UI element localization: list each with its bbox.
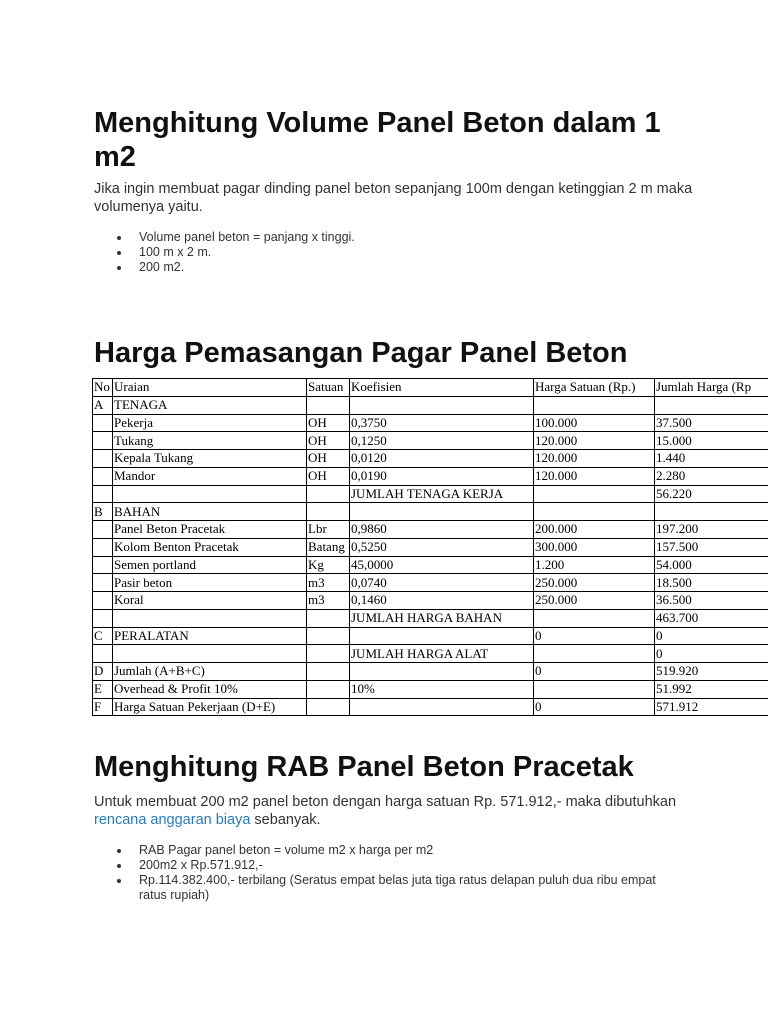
cell-harga-satuan: [534, 645, 655, 663]
cell-uraian: Kepala Tukang: [113, 450, 307, 468]
cell-koefisien: 0,0120: [350, 450, 534, 468]
cell-jumlah-harga: 51.992: [655, 680, 768, 698]
cell-satuan: [307, 485, 350, 503]
cell-uraian: PERALATAN: [113, 627, 307, 645]
section-heading-harga: Harga Pemasangan Pagar Panel Beton: [94, 337, 628, 369]
cell-uraian: Uraian: [113, 379, 307, 397]
cell-harga-satuan: 120.000: [534, 432, 655, 450]
cell-uraian: Panel Beton Pracetak: [113, 521, 307, 539]
cell-koefisien: 0,1250: [350, 432, 534, 450]
cell-satuan: Lbr: [307, 521, 350, 539]
cell-harga-satuan: 250.000: [534, 592, 655, 610]
cell-satuan: [307, 645, 350, 663]
cell-koefisien: [350, 396, 534, 414]
cell-no: E: [93, 680, 113, 698]
cell-uraian: [113, 485, 307, 503]
cell-no: [93, 432, 113, 450]
cell-satuan: m3: [307, 592, 350, 610]
table-row: [93, 521, 768, 539]
cell-uraian: [113, 609, 307, 627]
cell-uraian: Harga Satuan Pekerjaan (D+E): [113, 698, 307, 716]
cell-uraian: BAHAN: [113, 503, 307, 521]
cell-jumlah-harga: 519.920: [655, 663, 768, 681]
table-row: [93, 450, 768, 468]
cell-jumlah-harga: 157.500: [655, 538, 768, 556]
cell-harga-satuan: 100.000: [534, 414, 655, 432]
cell-koefisien: 0,3750: [350, 414, 534, 432]
cell-satuan: [307, 663, 350, 681]
table-row: [93, 556, 768, 574]
rab-link[interactable]: rencana anggaran biaya: [94, 812, 251, 828]
cell-satuan: [307, 680, 350, 698]
cell-harga-satuan: 200.000: [534, 521, 655, 539]
cell-uraian: TENAGA: [113, 396, 307, 414]
volume-paragraph: Jika ingin membuat pagar dinding panel beton sepanjang 100m dengan ketinggian 2 m maka volumenya yaitu.: [94, 181, 693, 215]
cell-koefisien: [350, 503, 534, 521]
cell-satuan: [307, 609, 350, 627]
cell-no: C: [93, 627, 113, 645]
table-row: [93, 645, 768, 663]
cell-jumlah-harga: 18.500: [655, 574, 768, 592]
table-row: [93, 574, 768, 592]
cell-no: A: [93, 396, 113, 414]
cell-harga-satuan: [534, 609, 655, 627]
cell-jumlah-harga: 36.500: [655, 592, 768, 610]
cell-jumlah-harga: 56.220: [655, 485, 768, 503]
cell-uraian: Jumlah (A+B+C): [113, 663, 307, 681]
cell-koefisien: 45,0000: [350, 556, 534, 574]
table-row: [93, 538, 768, 556]
cell-koefisien: [350, 627, 534, 645]
cell-satuan: Batang: [307, 538, 350, 556]
list-item: 200m2 x Rp.571.912,-: [117, 858, 677, 873]
list-item: Rp.114.382.400,- terbilang (Seratus empat belas juta tiga ratus delapan puluh dua ribu empat ratus rupiah): [117, 873, 677, 903]
cell-uraian: Overhead & Profit 10%: [113, 680, 307, 698]
list-item: 100 m x 2 m.: [117, 245, 355, 260]
cell-no: [93, 414, 113, 432]
cell-koefisien: [350, 698, 534, 716]
cell-koefisien: [350, 663, 534, 681]
list-item: RAB Pagar panel beton = volume m2 x harga per m2: [117, 843, 677, 858]
cell-satuan: OH: [307, 414, 350, 432]
cell-harga-satuan: 120.000: [534, 467, 655, 485]
cell-jumlah-harga: 0: [655, 645, 768, 663]
cell-no: No: [93, 379, 113, 397]
cell-uraian: Mandor: [113, 467, 307, 485]
cell-satuan: OH: [307, 432, 350, 450]
cell-uraian: Kolom Benton Pracetak: [113, 538, 307, 556]
cell-jumlah-harga: Jumlah Harga (Rp: [655, 379, 768, 397]
cell-satuan: [307, 627, 350, 645]
cell-harga-satuan: [534, 503, 655, 521]
cell-koefisien: 0,0190: [350, 467, 534, 485]
cell-no: [93, 609, 113, 627]
cell-satuan: OH: [307, 467, 350, 485]
cell-uraian: Semen portland: [113, 556, 307, 574]
table-header-row: [93, 379, 768, 397]
cell-harga-satuan: 120.000: [534, 450, 655, 468]
cell-harga-satuan: [534, 485, 655, 503]
cell-harga-satuan: 250.000: [534, 574, 655, 592]
cell-satuan: [307, 396, 350, 414]
cell-harga-satuan: 300.000: [534, 538, 655, 556]
cell-harga-satuan: 0: [534, 627, 655, 645]
section-heading-volume: Menghitung Volume Panel Beton dalam 1 m2: [94, 107, 661, 173]
cell-jumlah-harga: 2.280: [655, 467, 768, 485]
cell-satuan: OH: [307, 450, 350, 468]
cell-satuan: m3: [307, 574, 350, 592]
cell-no: F: [93, 698, 113, 716]
table-row: [93, 432, 768, 450]
cell-uraian: Tukang: [113, 432, 307, 450]
cell-jumlah-harga: 15.000: [655, 432, 768, 450]
cell-no: [93, 467, 113, 485]
cell-jumlah-harga: 0: [655, 627, 768, 645]
table-row: [93, 680, 768, 698]
cell-no: D: [93, 663, 113, 681]
cell-jumlah-harga: [655, 503, 768, 521]
table-row: [93, 698, 768, 716]
cell-no: [93, 592, 113, 610]
table-row: [93, 503, 768, 521]
cell-jumlah-harga: 37.500: [655, 414, 768, 432]
table-row: [93, 592, 768, 610]
table-row: [93, 396, 768, 414]
rab-bullet-list: [117, 843, 677, 903]
table-row: [93, 485, 768, 503]
cell-satuan: [307, 698, 350, 716]
table-row: [93, 627, 768, 645]
cell-koefisien: 0,9860: [350, 521, 534, 539]
cell-jumlah-harga: 197.200: [655, 521, 768, 539]
cell-koefisien: 10%: [350, 680, 534, 698]
cell-koefisien: 0,1460: [350, 592, 534, 610]
cell-no: [93, 556, 113, 574]
list-item: 200 m2.: [117, 260, 355, 275]
rab-paragraph-text-end: sebanyak.: [250, 812, 321, 828]
cell-satuan: Kg: [307, 556, 350, 574]
cell-no: B: [93, 503, 113, 521]
cell-uraian: Pekerja: [113, 414, 307, 432]
cell-harga-satuan: 1.200: [534, 556, 655, 574]
rab-paragraph-text: Untuk membuat 200 m2 panel beton dengan harga satuan Rp. 571.912,- maka dibutuhkan: [94, 794, 677, 810]
cell-satuan: Satuan: [307, 379, 350, 397]
cell-no: [93, 645, 113, 663]
cell-uraian: Koral: [113, 592, 307, 610]
cell-koefisien: 0,5250: [350, 538, 534, 556]
volume-bullet-list: [117, 230, 355, 275]
cell-uraian: Pasir beton: [113, 574, 307, 592]
price-table: [92, 378, 768, 716]
cell-harga-satuan: Harga Satuan (Rp.): [534, 379, 655, 397]
cell-jumlah-harga: 571.912: [655, 698, 768, 716]
cell-koefisien: JUMLAH TENAGA KERJA: [350, 485, 534, 503]
cell-jumlah-harga: 54.000: [655, 556, 768, 574]
table-row: [93, 414, 768, 432]
list-item: Volume panel beton = panjang x tinggi.: [117, 230, 355, 245]
cell-jumlah-harga: 463.700: [655, 609, 768, 627]
cell-harga-satuan: [534, 396, 655, 414]
cell-no: [93, 574, 113, 592]
section-heading-rab: Menghitung RAB Panel Beton Pracetak: [94, 751, 634, 783]
table-row: [93, 467, 768, 485]
cell-uraian: [113, 645, 307, 663]
cell-koefisien: JUMLAH HARGA ALAT: [350, 645, 534, 663]
cell-harga-satuan: [534, 680, 655, 698]
table-row: [93, 609, 768, 627]
cell-jumlah-harga: 1.440: [655, 450, 768, 468]
table-row: [93, 663, 768, 681]
cell-koefisien: 0,0740: [350, 574, 534, 592]
cell-jumlah-harga: [655, 396, 768, 414]
cell-koefisien: Koefisien: [350, 379, 534, 397]
cell-no: [93, 521, 113, 539]
rab-paragraph: [94, 793, 704, 829]
cell-no: [93, 450, 113, 468]
cell-harga-satuan: 0: [534, 698, 655, 716]
cell-koefisien: JUMLAH HARGA BAHAN: [350, 609, 534, 627]
cell-no: [93, 538, 113, 556]
cell-harga-satuan: 0: [534, 663, 655, 681]
cell-no: [93, 485, 113, 503]
cell-satuan: [307, 503, 350, 521]
